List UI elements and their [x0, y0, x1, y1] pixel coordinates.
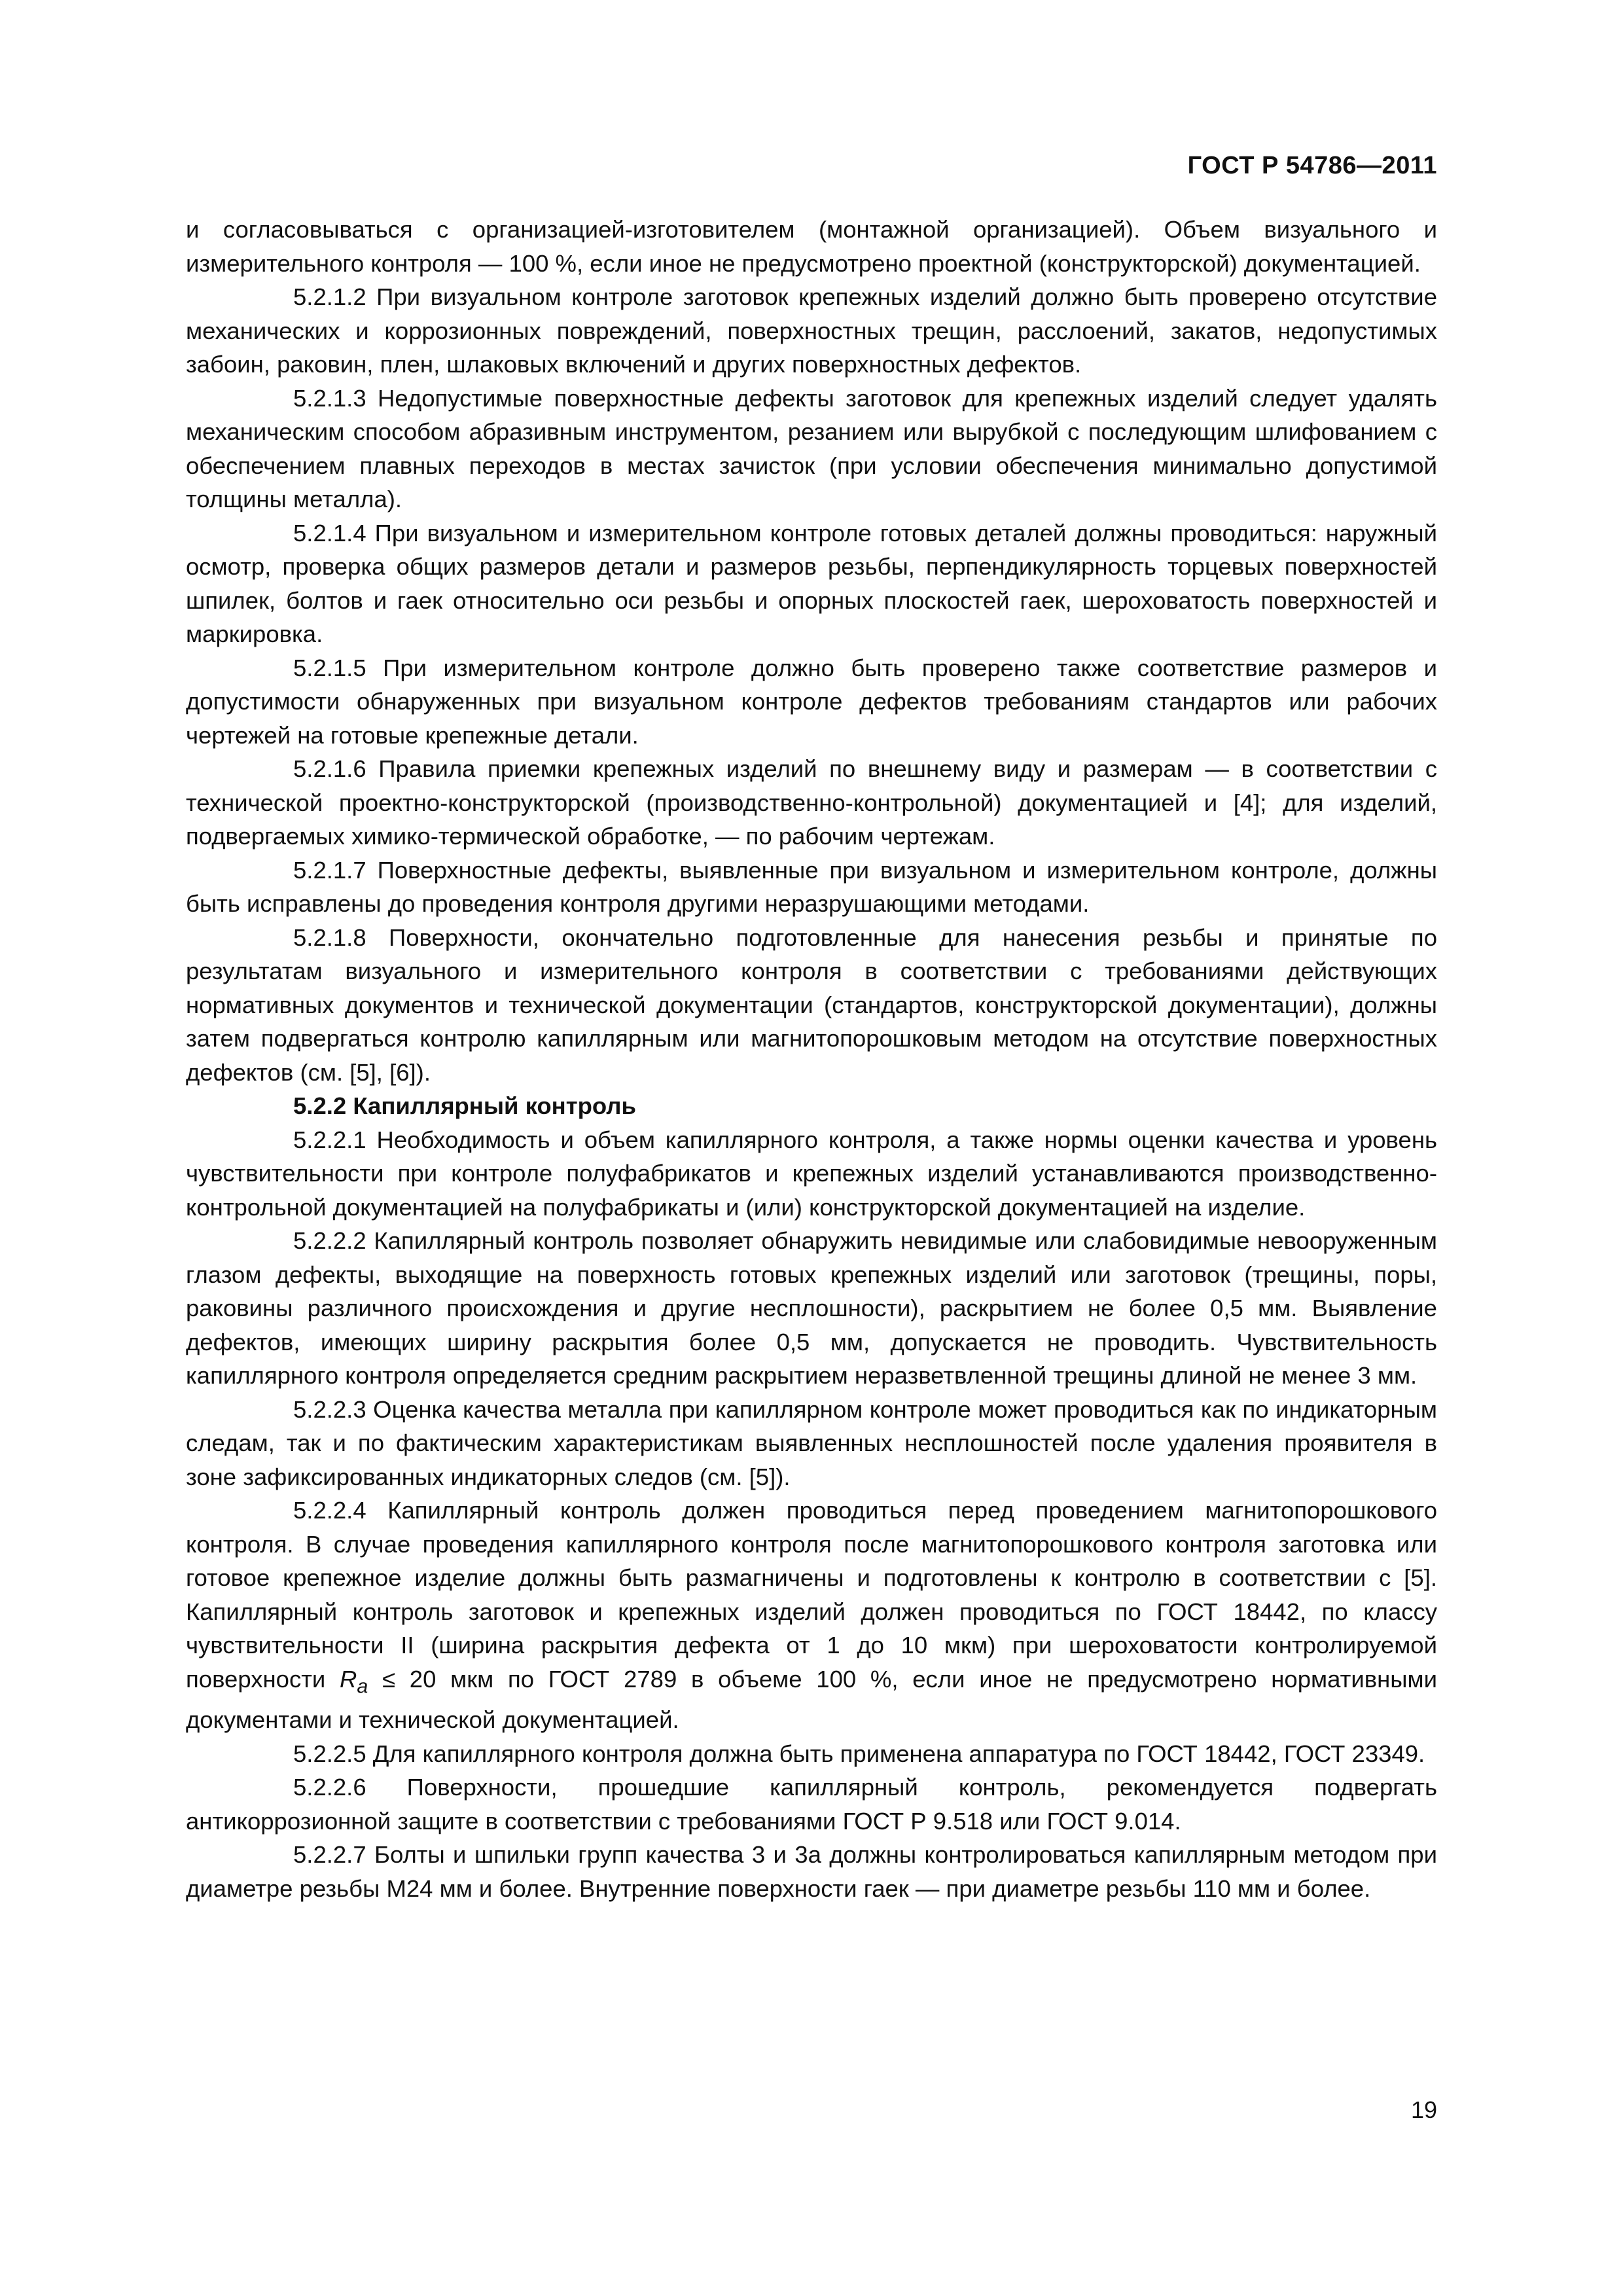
paragraph-5-2-2-4-part-a: 5.2.2.4 Капиллярный контроль должен проводиться перед проведением магнитопорошкового контроля. В случае проведения капиллярного контроля после магнитопорошкового контроля заготовка или готовое крепежное изделие должны быть размагничены и подготовлены к контролю в соответствии с [5]. Капиллярный контроль заготовок и крепежных изделий должен проводиться по ГОСТ 18442, по классу чувствительности II (ширина раскрытия дефекта от 1 до 10 мкм) при шероховатости контролируемой поверхности: [186, 1497, 1437, 1693]
paragraph-5-2-1-5: 5.2.1.5 При измерительном контроле должно быть проверено также соответствие размеров и допустимости обнаруженных при визуальном контроле дефектов требованиям стандартов или рабочих чертежей на готовые крепежные детали.: [186, 654, 1437, 749]
paragraph-5-2-2-3: 5.2.2.3 Оценка качества металла при капиллярном контроле может проводиться как по индикаторным следам, так и по фактическим характеристикам выявленных несплошностей после удаления проявителя в зоне зафиксированных индикаторных следов (см. [5]).: [186, 1395, 1437, 1490]
paragraph-5-2-2-4-part-b: ≤ 20 мкм по ГОСТ 2789 в объеме 100 %, если иное не предусмотрено нормативными документами и технической документацией.: [186, 1665, 1437, 1734]
document-body: [186, 213, 1437, 1905]
paragraph-5-2-2-5: 5.2.2.5 Для капиллярного контроля должна быть применена аппаратура по ГОСТ 18442, ГОСТ 23349.: [293, 1740, 1425, 1767]
paragraph-5-2-2-6: 5.2.2.6 Поверхности, прошедшие капиллярный контроль, рекомендуется подвергать антикоррозионной защите в соответствии с требованиями ГОСТ Р 9.518 или ГОСТ 9.014.: [186, 1774, 1437, 1835]
roughness-subscript: a: [357, 1674, 368, 1697]
paragraph-5-2-1-2: 5.2.1.2 При визуальном контроле заготовок крепежных изделий должно быть проверено отсутствие механических и коррозионных повреждений, поверхностных трещин, расслоений, закатов, недопустимых забоин, раковин, плен, шлаковых включений и других поверхностных дефектов.: [186, 283, 1437, 378]
paragraph-5-2-1-3: 5.2.1.3 Недопустимые поверхностные дефекты заготовок для крепежных изделий следует удалять механическим способом абразивным инструментом, резанием или вырубкой с последующим шлифованием с обеспечением плавных переходов в местах зачисток (при условии обеспечения минимально допустимой толщины металла).: [186, 384, 1437, 512]
document-code-header: ГОСТ Р 54786—2011: [1187, 152, 1437, 179]
paragraph-5-2-1-6: 5.2.1.6 Правила приемки крепежных изделий по внешнему виду и размерам — в соответствии с технической проектно-конструкторской (производственно-контрольной) документацией и [4]; для изделий, подвергаемых химико-термической обработке, — по рабочим чертежам.: [186, 755, 1437, 850]
paragraph-5-2-2-4: [186, 1494, 1437, 1737]
paragraph-5-2-1-7: 5.2.1.7 Поверхностные дефекты, выявленные при визуальном и измерительном контроле, должны быть исправлены до проведения контроля другими неразрушающими методами.: [186, 856, 1437, 917]
paragraph-5-2-1-4: 5.2.1.4 При визуальном и измерительном контроле готовых деталей должны проводиться: наружный осмотр, проверка общих размеров детали и размеров резьбы, перпендикулярность торцевых поверхностей шпилек, болтов и гаек относительно оси резьбы и опорных плоскостей гаек, шероховатость поверхностей и маркировка.: [186, 519, 1437, 647]
paragraph-5-2-1-8: 5.2.1.8 Поверхности, окончательно подготовленные для нанесения резьбы и принятые по результатам визуального и измерительного контроля в соответствии с требованиями действующих нормативных документов и технической документации (стандартов, конструкторской документации), должны затем подвергаться контролю капиллярным или магнитопорошковым методом на отсутствие поверхностных дефектов (см. [5], [6]).: [186, 924, 1437, 1086]
paragraph-5-2-2-7: 5.2.2.7 Болты и шпильки групп качества 3 и 3а должны контролироваться капиллярным методом при диаметре резьбы М24 мм и более. Внутренние поверхности гаек — при диаметре резьбы 110 мм и более.: [186, 1841, 1437, 1902]
paragraph-5-2-2-1: 5.2.2.1 Необходимость и объем капиллярного контроля, а также нормы оценки качества и уровень чувствительности при контроле полуфабрикатов и крепежных изделий устанавливаются производственно-контрольной документацией на полуфабрикаты и (или) конструкторской документацией на изделие.: [186, 1126, 1437, 1221]
paragraph-continuation: и согласовываться с организацией-изготовителем (монтажной организацией). Объем визуального и измерительного контроля — 100 %, если иное не предусмотрено проектной (конструкторской) документацией.: [186, 216, 1437, 277]
roughness-symbol: R: [340, 1665, 357, 1693]
paragraph-5-2-2-2: 5.2.2.2 Капиллярный контроль позволяет обнаружить невидимые или слабовидимые невооруженным глазом дефекты, выходящие на поверхность готовых крепежных изделий или заготовок (трещины, поры, раковины различного происхождения и другие несплошности), раскрытием не более 0,5 мм. Выявление дефектов, имеющих ширину раскрытия более 0,5 мм, допускается не проводить. Чувствительность капиллярного контроля определяется средним раскрытием неразветвленной трещины длиной не менее 3 мм.: [186, 1227, 1437, 1389]
section-title-5-2-2: 5.2.2 Капиллярный контроль: [293, 1092, 636, 1119]
page-number: 19: [1410, 2096, 1437, 2123]
